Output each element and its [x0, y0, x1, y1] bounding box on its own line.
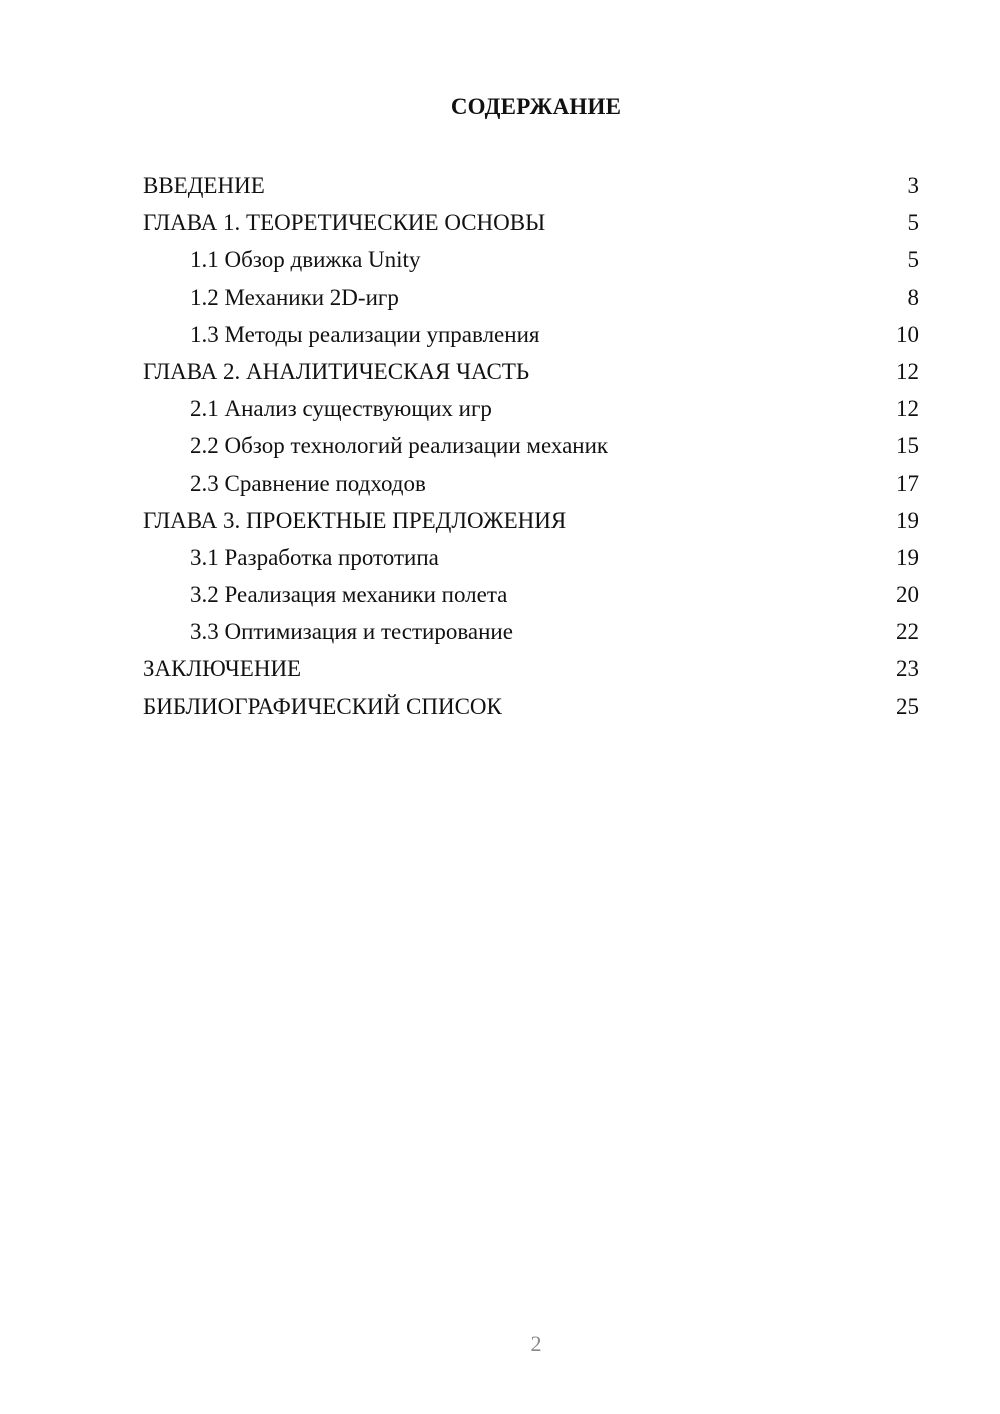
toc-entry-page: 22: [896, 619, 919, 645]
toc-chapter-entry: [143, 353, 919, 390]
toc-chapter-entry: [143, 502, 919, 539]
toc-section-entry: [143, 279, 919, 316]
toc-entry-label: БИБЛИОГРАФИЧЕСКИЙ СПИСОК: [143, 693, 502, 719]
toc-section-entry: [143, 427, 919, 464]
toc-chapter-entry: [143, 688, 919, 725]
toc-chapter-entry: [143, 204, 919, 241]
toc-entry-label: 2.1 Анализ существующих игр: [190, 396, 492, 422]
toc-section-entry: [143, 539, 919, 576]
toc-entry-page: 8: [907, 284, 919, 310]
toc-section-entry: [143, 390, 919, 427]
toc-entry-label: 3.3 Оптимизация и тестирование: [190, 619, 513, 645]
toc-section-entry: [143, 576, 919, 613]
toc-entry-page: 3: [907, 173, 919, 198]
toc-entry-page: 12: [896, 396, 919, 422]
toc-entry-page: 15: [896, 433, 919, 459]
toc-entry-page: 20: [896, 582, 919, 608]
toc-entry-page: 19: [896, 507, 919, 533]
page-number: 2: [530, 1331, 542, 1356]
toc-entry-label: 1.3 Методы реализации управления: [190, 321, 540, 347]
toc-entry-label: ВВЕДЕНИЕ: [143, 173, 265, 198]
toc-entry-label: 3.1 Разработка прототипа: [190, 544, 439, 570]
toc-entry-label: ГЛАВА 2. АНАЛИТИЧЕСКАЯ ЧАСТЬ: [143, 358, 530, 384]
toc-entry-page: 19: [896, 544, 919, 570]
toc-section-entry: [143, 241, 919, 278]
toc-entry-label: 1.1 Обзор движка Unity: [190, 247, 421, 273]
toc-entry-label: 2.2 Обзор технологий реализации механик: [190, 433, 609, 459]
toc-section-entry: [143, 613, 919, 650]
toc-entry-page: 25: [896, 693, 919, 719]
toc-chapter-entry: [143, 167, 919, 204]
toc-entry-label: ГЛАВА 1. ТЕОРЕТИЧЕСКИЕ ОСНОВЫ: [143, 210, 546, 236]
toc-section-entry: [143, 316, 919, 353]
toc-entry-label: 1.2 Механики 2D-игр: [190, 284, 399, 310]
toc-entry-page: 23: [896, 656, 919, 682]
toc-chapter-entry: [143, 650, 919, 687]
toc-entry-label: 2.3 Сравнение подходов: [190, 470, 426, 496]
toc-section-entry: [143, 465, 919, 502]
table-of-contents: [143, 167, 919, 725]
toc-entry-page: 17: [896, 470, 919, 496]
toc-entry-page: 12: [896, 358, 919, 384]
page-title: СОДЕРЖАНИЕ: [450, 94, 622, 119]
toc-entry-page: 10: [896, 321, 919, 347]
toc-entry-label: ГЛАВА 3. ПРОЕКТНЫЕ ПРЕДЛОЖЕНИЯ: [143, 507, 567, 533]
toc-entry-page: 5: [907, 210, 919, 236]
toc-entry-label: 3.2 Реализация механики полета: [190, 582, 508, 608]
toc-entry-page: 5: [907, 247, 919, 273]
toc-entry-label: ЗАКЛЮЧЕНИЕ: [143, 656, 302, 682]
